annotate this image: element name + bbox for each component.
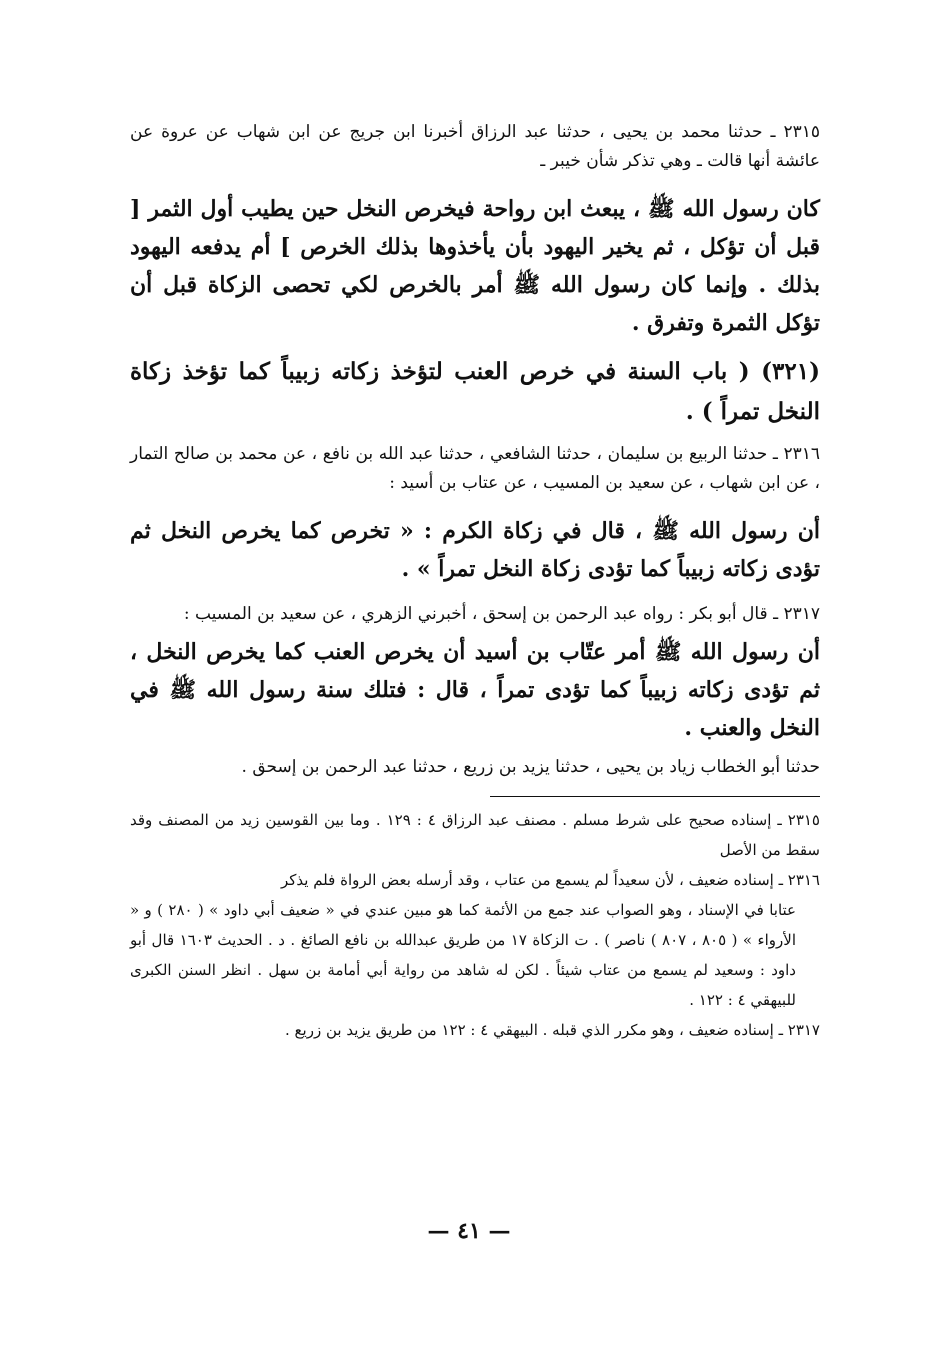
- hadith-2317-sanad: ٢٣١٧ ـ قال أبو بكر : رواه عبد الرحمن بن إسحق ، أخبرني الزهري ، عن سعيد بن المسيب :: [183, 604, 820, 624]
- page-number: — ٤١ —: [427, 1218, 511, 1244]
- document-page: [130, 118, 820, 1045]
- hadith-2317-second-sanad: حدثنا أبو الخطاب زياد بن يحيى ، حدثنا يزيد بن زريع ، حدثنا عبد الرحمن بن إسحق .: [241, 757, 820, 777]
- hadith-2315-matn: كان رسول الله ﷺ ، يبعث ابن رواحة فيخرص النخل حين يطيب أول الثمر [ قبل أن تؤكل ، ثم يخير اليهود بأن يأخذوها بذلك الخرص ] أم يدفعه اليهود بذلك . وإنما كان رسول الله ﷺ أمر بالخرص لكي تحصى الزكاة قبل أن تؤكل الثمرة وتفرق .: [130, 196, 820, 336]
- footnotes: [130, 805, 820, 1045]
- footnote-2315: ٢٣١٥ ـ إسناده صحيح على شرط مسلم . مصنف عبد الرزاق ٤ : ١٢٩ . وما بين القوسين زيد من المصنف وقد سقط من الأصل: [130, 811, 820, 859]
- footnote-2317: ٢٣١٧ ـ إسناده ضعيف ، وهو مكرر الذي قبله . البيهقي ٤ : ١٢٢ من طريق يزيد بن زريع .: [285, 1021, 820, 1039]
- footnote-separator: [490, 796, 820, 797]
- hadith-2315-sanad: ٢٣١٥ ـ حدثنا محمد بن يحيى ، حدثنا عبد الرزاق أخبرنا ابن جريج عن ابن شهاب عن عروة عن عائشة أنها قالت ـ وهي تذكر شأن خيبر ـ: [130, 122, 820, 171]
- hadith-2316-matn: أن رسول الله ﷺ ، قال في زكاة الكرم : « تخرص كما يخرص النخل ثم تؤدى زكاته زبيباً كما تؤدى زكاة النخل تمراً » .: [130, 518, 820, 582]
- footnote-2316-continuation: عتابا في الإسناد ، وهو الصواب عند جمع من الأئمة كما هو مبين عندي في « ضعيف أبي داود » ( ٢٨٠ ) و « الأرواء » ( ٨٠٥ ، ٨٠٧ ) ناصر ) . ت الزكاة ١٧ من طريق عبدالله بن نافع الصائغ . د . الحديث ١٦٠٣ قال أبو داود : وسعيد لم يسمع من عتاب شيئاً . لكن له شاهد من رواية أبي أمامة بن سهل . انظر السنن الكبرى للبيهقي ٤ : ١٢٢ .: [130, 901, 796, 1009]
- footnote-2316-first-line: ٢٣١٦ ـ إسناده ضعيف ، لأن سعيداً لم يسمع من عتاب ، وقد أرسله بعض الرواة فلم يذكر: [280, 871, 820, 889]
- hadith-2316-sanad: ٢٣١٦ ـ حدثنا الربيع بن سليمان ، حدثنا الشافعي ، حدثنا عبد الله بن نافع ، عن محمد بن صالح التمار ، عن ابن شهاب ، عن سعيد بن المسيب ، عن عتاب بن أسيد :: [130, 444, 820, 493]
- chapter-321-heading: (٣٢١) ( باب السنة في خرص العنب لتؤخذ زكاته زبيباً كما تؤخذ زكاة النخل تمراً ) .: [130, 358, 820, 425]
- hadith-2317-matn: أن رسول الله ﷺ أمر عتّاب بن أسيد أن يخرص العنب كما يخرص النخل ، ثم تؤدى زكاته زبيباً كما تؤدى تمراً ، قال : فتلك سنة رسول الله ﷺ في النخل والعنب .: [130, 639, 820, 741]
